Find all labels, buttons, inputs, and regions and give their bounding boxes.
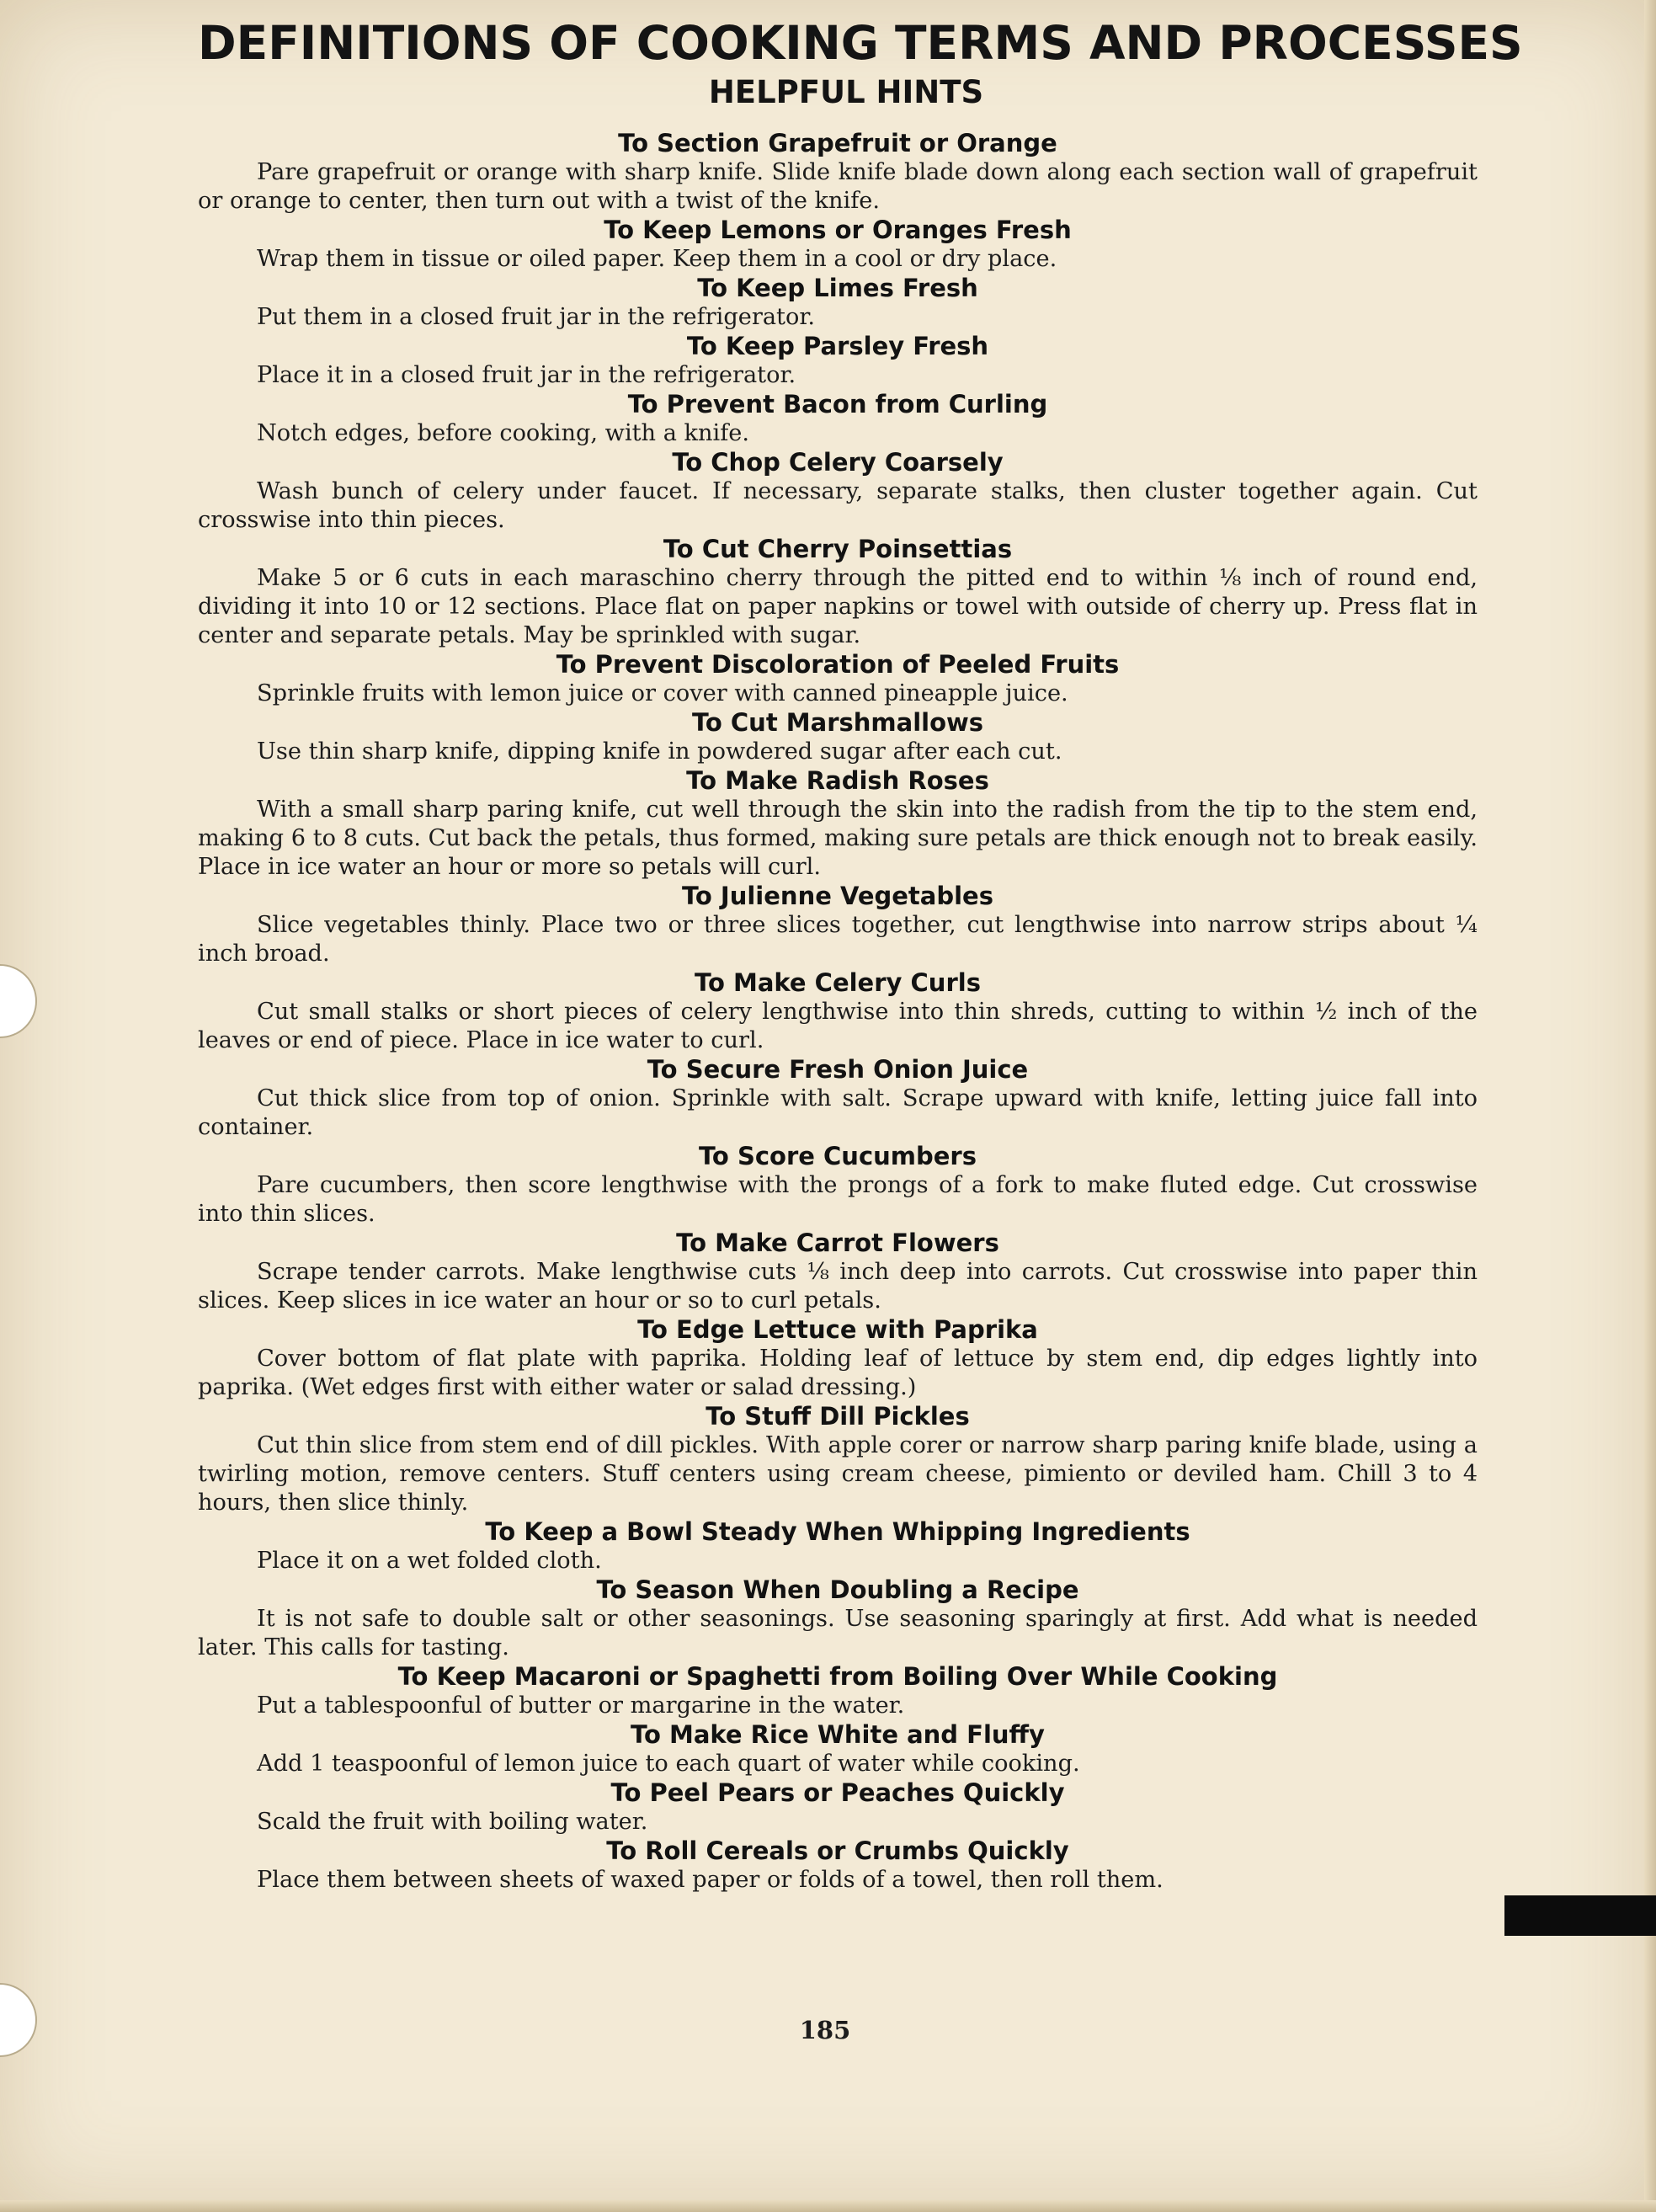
- hint-text: Place it on a wet folded cloth.: [257, 1548, 602, 1574]
- hint-item: [198, 968, 1478, 1055]
- hint-item: [198, 535, 1478, 650]
- hint-text: Cut small stalks or short pieces of celery lengthwise into thin shreds, cutting to within ½ inch of the leaves or end of piece. Place in ice water to curl.: [198, 999, 1478, 1053]
- hint-title: To Roll Cereals or Crumbs Quickly: [606, 1836, 1069, 1865]
- hint-item: [198, 216, 1478, 274]
- binder-hole-lower: [0, 1983, 37, 2057]
- hint-title: To Keep Limes Fresh: [697, 274, 978, 302]
- hint-text: Wrap them in tissue or oiled paper. Keep them in a cool or dry place.: [257, 246, 1057, 272]
- hint-title: To Cut Marshmallows: [691, 708, 984, 737]
- hint-title: To Stuff Dill Pickles: [706, 1402, 970, 1431]
- thumb-index-tab: [1504, 1895, 1656, 1936]
- hint-item: [198, 650, 1478, 708]
- hint-title: To Section Grapefruit or Orange: [618, 129, 1057, 157]
- page-bottom-edge: [0, 2200, 1656, 2212]
- hint-item: [198, 766, 1478, 882]
- hint-title: To Edge Lettuce with Paprika: [637, 1315, 1038, 1344]
- hint-text: Slice vegetables thinly. Place two or three slices together, cut lengthwise into narrow strips about ¼ inch broad.: [198, 912, 1478, 967]
- hint-title: To Peel Pears or Peaches Quickly: [610, 1778, 1065, 1807]
- hint-title: To Score Cucumbers: [699, 1142, 977, 1170]
- hint-text: Cover bottom of flat plate with paprika. Holding leaf of lettuce by stem end, dip edges lightly into paprika. (Wet edges first with either water or salad dressing.): [198, 1346, 1478, 1400]
- hint-title: To Julienne Vegetables: [681, 882, 993, 910]
- hint-item: [198, 332, 1478, 390]
- hint-item: [198, 1662, 1478, 1720]
- hint-item: [198, 882, 1478, 968]
- hint-title: To Secure Fresh Onion Juice: [647, 1055, 1029, 1084]
- hint-item: [198, 1778, 1478, 1836]
- hint-item: [198, 129, 1478, 216]
- hint-title: To Keep a Bowl Steady When Whipping Ingredients: [485, 1517, 1190, 1546]
- hint-text: Place them between sheets of waxed paper or folds of a towel, then roll them.: [257, 1867, 1163, 1893]
- hint-text: Wash bunch of celery under faucet. If necessary, separate stalks, then cluster together again. Cut crosswise into thin pieces.: [198, 478, 1478, 533]
- hint-title: To Prevent Bacon from Curling: [627, 390, 1048, 418]
- hint-title: To Make Carrot Flowers: [676, 1229, 999, 1257]
- hint-text: Place it in a closed fruit jar in the refrigerator.: [257, 362, 796, 388]
- hint-text: Put a tablespoonful of butter or margarine in the water.: [257, 1692, 905, 1719]
- hints-list: [198, 129, 1478, 1895]
- hint-title: To Keep Macaroni or Spaghetti from Boiling Over While Cooking: [397, 1662, 1278, 1691]
- hint-title: To Make Rice White and Fluffy: [631, 1720, 1045, 1749]
- hint-item: [198, 1315, 1478, 1402]
- hint-item: [198, 1055, 1478, 1142]
- hint-item: [198, 390, 1478, 448]
- hint-text: Scrape tender carrots. Make lengthwise cuts ⅛ inch deep into carrots. Cut crosswise into paper thin slices. Keep slices in ice water an hour or so to curl petals.: [198, 1259, 1478, 1314]
- hint-title: To Keep Parsley Fresh: [686, 332, 989, 360]
- page-right-edge: [1644, 0, 1656, 2212]
- hint-title: To Make Celery Curls: [695, 968, 981, 997]
- hint-text: Scald the fruit with boiling water.: [257, 1809, 648, 1835]
- hint-item: [198, 1402, 1478, 1517]
- hint-text: Pare grapefruit or orange with sharp knife. Slide knife blade down along each section wall of grapefruit or orange to center, then turn out with a twist of the knife.: [198, 159, 1478, 214]
- hint-item: [198, 1142, 1478, 1229]
- hint-text: It is not safe to double salt or other seasonings. Use seasoning sparingly at first. Add what is needed later. This calls for tasting.: [198, 1606, 1478, 1660]
- hint-text: Make 5 or 6 cuts in each maraschino cherry through the pitted end to within ⅛ inch of round end, dividing it into 10 or 12 sections. Place flat on paper napkins or towel with outside of cherry up. Press flat in center and separate petals. May be sprinkled with sugar.: [198, 565, 1478, 648]
- hint-item: [198, 708, 1478, 766]
- hint-text: Put them in a closed fruit jar in the refrigerator.: [257, 304, 815, 330]
- hint-title: To Keep Lemons or Oranges Fresh: [604, 216, 1072, 244]
- hint-item: [198, 1836, 1478, 1895]
- hint-title: To Make Radish Roses: [686, 766, 989, 795]
- hint-item: [198, 274, 1478, 332]
- hint-title: To Chop Celery Coarsely: [672, 448, 1004, 477]
- hint-text: Notch edges, before cooking, with a knife.: [257, 420, 750, 446]
- hint-item: [198, 1720, 1478, 1778]
- binder-hole-upper: [0, 964, 37, 1038]
- hint-text: Add 1 teaspoonful of lemon juice to each quart of water while cooking.: [257, 1751, 1080, 1777]
- hint-item: [198, 448, 1478, 535]
- hint-item: [198, 1229, 1478, 1315]
- hint-title: To Cut Cherry Poinsettias: [663, 535, 1013, 563]
- hint-text: Cut thick slice from top of onion. Sprinkle with salt. Scrape upward with knife, letting juice fall into container.: [198, 1085, 1478, 1140]
- hint-text: With a small sharp paring knife, cut well through the skin into the radish from the tip to the stem end, making 6 to 8 cuts. Cut back the petals, thus formed, making sure petals are thick enough not to break easily. Place in ice water an hour or more so petals will curl.: [198, 797, 1478, 880]
- hint-title: To Season When Doubling a Recipe: [596, 1575, 1079, 1604]
- hint-text: Sprinkle fruits with lemon juice or cover with canned pineapple juice.: [257, 680, 1068, 706]
- hint-item: [198, 1517, 1478, 1575]
- section-subtitle: HELPFUL HINTS: [708, 74, 984, 110]
- hint-item: [198, 1575, 1478, 1662]
- hint-text: Pare cucumbers, then score lengthwise with the prongs of a fork to make fluted edge. Cut crosswise into thin slices.: [198, 1172, 1478, 1227]
- page-number: 185: [799, 2016, 851, 2044]
- hint-text: Use thin sharp knife, dipping knife in powdered sugar after each cut.: [257, 738, 1062, 765]
- page-title: DEFINITIONS OF COOKING TERMS AND PROCESSES: [198, 16, 1523, 70]
- hint-title: To Prevent Discoloration of Peeled Fruits: [556, 650, 1120, 679]
- hint-text: Cut thin slice from stem end of dill pickles. With apple corer or narrow sharp paring knife blade, using a twirling motion, remove centers. Stuff centers using cream cheese, pimiento or deviled ham. Chill 3 to 4 hours, then slice thinly.: [198, 1432, 1478, 1516]
